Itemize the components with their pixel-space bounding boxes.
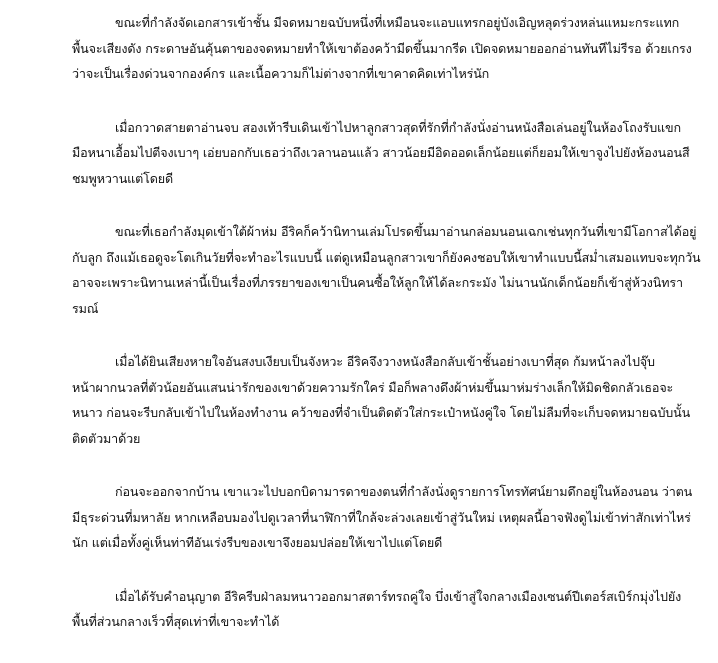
paragraph-line: ขณะที่กำลังจัดเอกสารเข้าชั้น มีจดหมายฉบับหนึ่งที่เหมือนจะแอบแทรกอยู่บังเอิญหลุดร่วงหล่นแหมะกระแทก: [115, 15, 680, 30]
paragraph-2: [72, 115, 712, 192]
paragraph-4: [72, 349, 712, 451]
paragraph-line: ชมพูหวานแต่โดยดี: [72, 170, 174, 186]
paragraph-1: [72, 10, 712, 87]
paragraph-5: [72, 479, 712, 556]
paragraph-line: หนาว ก่อนจะรีบกลับเข้าไปในห้องทำงาน คว้าของที่จำเป็นติดตัวใส่กระเป๋าหนังคู่ใจ โดยไม่ลืมที่จะเก็บจดหมายฉบับนั้น: [72, 405, 691, 420]
paragraph-line: ว่าจะเป็นเรื่องด่วนจากองค์กร และเนื้อความก็ไม่ต่างจากที่เขาคาดคิดเท่าไหร่นัก: [72, 66, 490, 81]
paragraph-3: [72, 219, 712, 321]
paragraph-line: มือหนาเอื้อมไปตีจงเบาๆ เอ่ยบอกกับเธอว่าถึงเวลานอนแล้ว สาวน้อยมีอิดออดเล็กน้อยแต่ก็ยอมให้เขาจูงไปยังห้องนอนสี: [72, 145, 690, 160]
paragraph-line: พื้นจะเสียงดัง กระดาษอันคุ้นตาของจดหมายทำให้เขาต้องคว้ามีดขึ้นมากรีด เปิดจดหมายออกอ่านทันทีไม่รีรอ ด้วยเกรง: [72, 40, 692, 56]
paragraph-line: หน้าผากนวลที่ตัวน้อยอันแสนน่ารักของเขาด้วยความรักใคร่ มือก็พลางดึงผ้าห่มขึ้นมาห่มร่างเล็กให้มิดชิดกลัวเธอจะ: [72, 379, 674, 395]
paragraph-line: นัก แต่เมื่อทั้งคู่เห็นท่าทีอันเร่งรีบของเขาจึงยอมปล่อยให้เขาไปแต่โดยดี: [72, 535, 443, 550]
paragraph-line: ก่อนจะออกจากบ้าน เขาแวะไปบอกบิดามารดาของตนที่กำลังนั่งดูรายการโทรทัศน์ยามดึกอยู่ในห้องนอน ว่าตน: [115, 484, 693, 499]
paragraph-line: พื้นที่ส่วนกลางเร็วที่สุดเท่าที่เขาจะทำได้: [72, 614, 280, 629]
paragraph-line: เมื่อได้รับคำอนุญาต อีริครีบฝ่าลมหนาวออกมาสตาร์ทรถคู่ใจ บึ่งเข้าสู่ใจกลางเมืองเซนต์ปีเตอร์สเบิร์กมุ่งไปยัง: [115, 588, 682, 604]
paragraph-line: รมณ์: [72, 300, 99, 316]
paragraph-line: เมื่อกวาดสายตาอ่านจบ สองเท้ารีบเดินเข้าไปหาลูกสาวสุดที่รักที่กำลังนั่งอ่านหนังสือเล่นอยู่ในห้องโถงรับแขก: [115, 119, 681, 135]
paragraph-line: ติดตัวมาด้วย: [72, 430, 141, 446]
document-body: [72, 10, 712, 663]
paragraph-line: เมื่อได้ยินเสียงหายใจอันสงบเงียบเป็นจังหวะ อีริคจึงวางหนังสือกลับเข้าชั้นอย่างเบาที่สุด ก้มหน้าลงไปจุ๊บ: [115, 354, 655, 369]
paragraph-line: มีธุระด่วนที่มหาลัย หากเหลือบมองไปดูเวลาที่นาฬิกาที่ใกล้จะล่วงเลยเข้าสู่วันใหม่ เหตุผลนี้อาจฟังดูไม่เข้าท่าสักเท่าไหร่: [72, 509, 691, 525]
paragraph-line: ขณะที่เธอกำลังมุดเข้าใต้ผ้าห่ม อีริคก็คว้านิทานเล่มโปรดขึ้นมาอ่านกล่อมนอนเฉกเช่นทุกวันที่เขามีโอกาสได้อยู่: [115, 224, 697, 239]
paragraph-line: กับลูก ถึงแม้เธอดูจะโตเกินวัยที่จะทำอะไรแบบนี้ แต่ดูเหมือนลูกสาวเขาก็ยังคงชอบให้เขาทำแบบนี้สม่ำเสมอแทบจะทุกวัน: [72, 249, 701, 265]
paragraph-line: อาจจะเพราะนิทานเหล่านี้เป็นเรื่องที่ภรรยาของเขาเป็นคนซื้อให้ลูกให้ได้ละกระมัง ไม่นานนักเด็กน้อยก็เข้าสู่ห้วงนิทรา: [72, 275, 683, 290]
paragraph-6: [72, 584, 712, 635]
